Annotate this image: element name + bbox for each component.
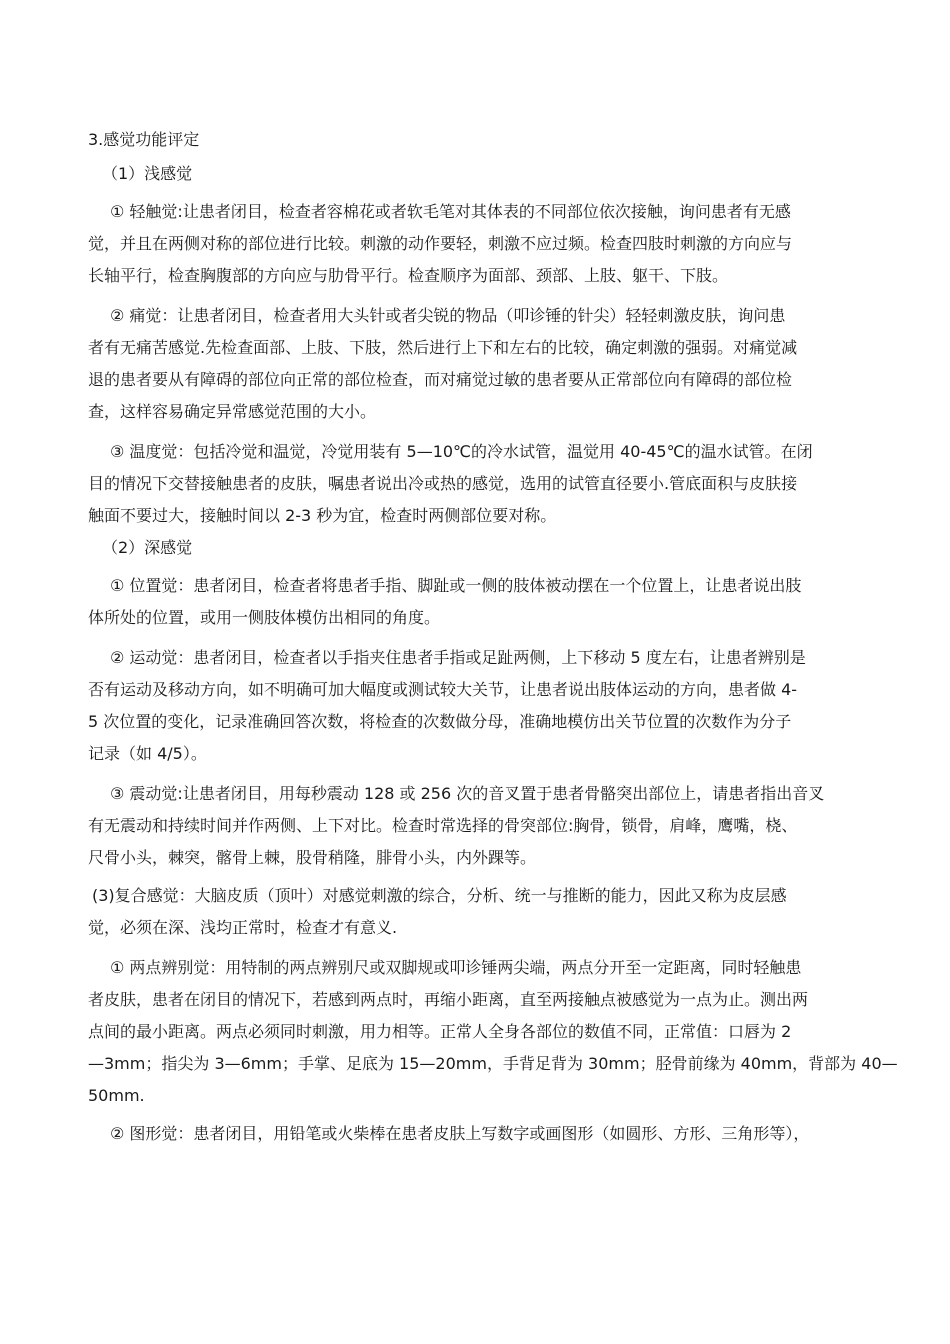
text-line: 觉，必须在深、浅均正常时，检查才有意义. (88, 918, 398, 937)
text-line: ① 位置觉：患者闭目，检查者将患者手指、脚趾或一侧的肢体被动摆在一个位置上，让患者说出肢 (110, 576, 802, 595)
text-line: (3)复合感觉：大脑皮质（顶叶）对感觉刺激的综合，分析、统一与推断的能力，因此又称为皮层感 (92, 886, 787, 905)
document-page (88, 124, 898, 1150)
paragraph-motion (88, 642, 868, 770)
paragraph-light-touch (88, 196, 868, 292)
text-line: ③ 温度觉：包括冷觉和温觉，冷觉用装有 5—10℃的冷水试管，温觉用 40-45℃的温水试管。在闭 (110, 442, 813, 461)
subsection-title-deep: （2）深感觉 (102, 538, 193, 557)
text-line: 5 次位置的变化，记录准确回答次数，将检查的次数做分母，准确地模仿出关节位置的次数作为分子 (88, 712, 792, 731)
text-line: 体所处的位置，或用一侧肢体模仿出相同的角度。 (88, 608, 441, 627)
text-line: ② 运动觉：患者闭目，检查者以手指夹住患者手指或足趾两侧，上下移动 5 度左右，让患者辨别是 (110, 648, 806, 667)
text-line: 50mm. (88, 1086, 145, 1105)
paragraph-graphesthesia (88, 1118, 868, 1150)
paragraph-two-point (88, 952, 898, 1112)
paragraph-complex-intro (88, 880, 868, 944)
text-line: 觉，并且在两侧对称的部位进行比较。刺激的动作要轻，刺激不应过频。检查四肢时刺激的方向应与 (88, 234, 793, 253)
text-line: 者有无痛苦感觉.先检查面部、上肢、下肢，然后进行上下和左右的比较，确定刺激的强弱。对痛觉减 (88, 338, 798, 357)
text-line: ② 痛觉：让患者闭目，检查者用大头针或者尖锐的物品（叩诊锤的针尖）轻轻刺激皮肤，询问患 (110, 306, 786, 325)
text-line: 记录（如 4/5）。 (88, 744, 207, 763)
text-line: 目的情况下交替接触患者的皮肤，嘱患者说出冷或热的感觉，选用的试管直径要小.管底面积与皮肤接 (88, 474, 798, 493)
text-line: 者皮肤，患者在闭目的情况下，若感到两点时，再缩小距离，直至两接触点被感觉为一点为止。测出两 (88, 990, 809, 1009)
section-heading: 3.感觉功能评定 (88, 130, 200, 149)
subsection-title-shallow: （1）浅感觉 (102, 164, 193, 183)
text-line: —3mm；指尖为 3—6mm；手掌、足底为 15—20mm，手背足背为 30mm；胫骨前缘为 40mm，背部为 40— (88, 1054, 898, 1073)
paragraph-position (88, 570, 868, 634)
text-line: 否有运动及移动方向，如不明确可加大幅度或测试较大关节，让患者说出肢体运动的方向，患者做 4- (88, 680, 798, 699)
text-line: ③ 震动觉:让患者闭目，用每秒震动 128 或 256 次的音叉置于患者骨骼突出部位上，请患者指出音叉 (110, 784, 825, 803)
paragraph-pain (88, 300, 868, 428)
text-line: 尺骨小头，棘突，髂骨上棘，股骨稍隆，腓骨小头，内外踝等。 (88, 848, 537, 867)
text-line: ② 图形觉：患者闭目，用铅笔或火柴棒在患者皮肤上写数字或画图形（如圆形、方形、三角形等）， (110, 1124, 810, 1143)
text-line: 退的患者要从有障碍的部位向正常的部位检查，而对痛觉过敏的患者要从正常部位向有障碍的部位检 (88, 370, 793, 389)
text-line: 长轴平行，检查胸腹部的方向应与肋骨平行。检查顺序为面部、颈部、上肢、躯干、下肢。 (88, 266, 729, 285)
text-line: 触面不要过大，接触时间以 2-3 秒为宜，检查时两侧部位要对称。 (88, 506, 557, 525)
text-line: 点间的最小距离。两点必须同时刺激，用力相等。正常人全身各部位的数值不同，正常值：口唇为 2 (88, 1022, 792, 1041)
paragraph-temperature (88, 436, 868, 532)
text-line: 有无震动和持续时间并作两侧、上下对比。检查时常选择的骨突部位:胸骨，锁骨，肩峰，鹰嘴，桡、 (88, 816, 798, 835)
text-line: ① 轻触觉:让患者闭目，检查者容棉花或者软毛笔对其体表的不同部位依次接触，询问患者有无感 (110, 202, 791, 221)
text-line: ① 两点辨别觉：用特制的两点辨别尺或双脚规或叩诊锤两尖端，两点分开至一定距离，同时轻触患 (110, 958, 802, 977)
text-line: 查，这样容易确定异常感觉范围的大小。 (88, 402, 377, 421)
paragraph-vibration (88, 778, 868, 874)
